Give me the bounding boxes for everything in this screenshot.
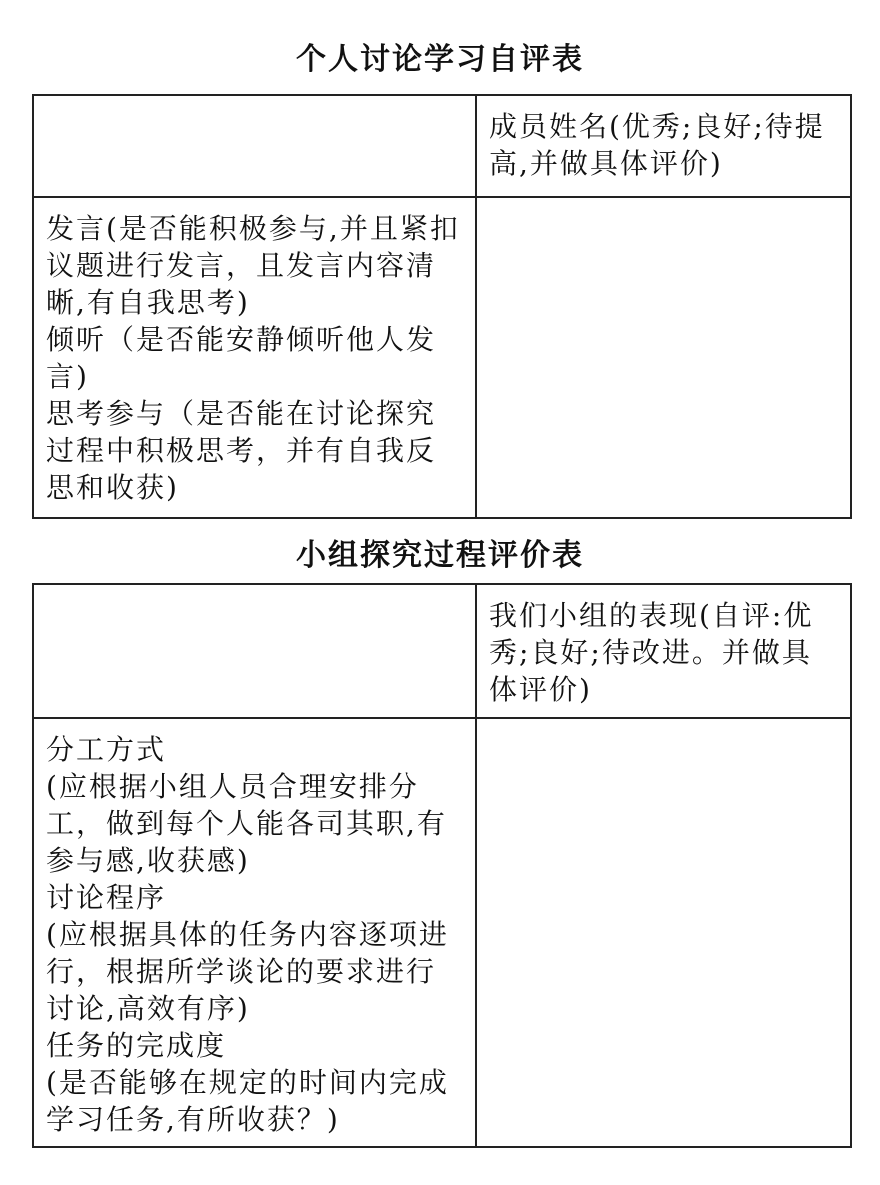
table-2-body-row bbox=[33, 718, 851, 1147]
table-2-criteria-cell bbox=[33, 718, 476, 1147]
criterion-discussion-procedure-desc: (应根据具体的任务内容逐项进行，根据所学谈论的要求进行讨论,高效有序) bbox=[46, 918, 449, 1025]
criterion-speaking: 发言(是否能积极参与,并且紧扣议题进行发言，且发言内容清晰,有自我思考) bbox=[46, 212, 460, 319]
criterion-task-completion-name: 任务的完成度 bbox=[46, 1029, 227, 1062]
table-2-evaluation-cell[interactable] bbox=[476, 718, 851, 1147]
group-evaluation-table bbox=[32, 583, 852, 1148]
table-2-header-right-cell: 我们小组的表现(自评:优秀;良好;待改进。并做具体评价) bbox=[476, 584, 851, 718]
criterion-thinking: 思考参与（是否能在讨论探究过程中积极思考，并有自我反思和收获) bbox=[46, 397, 437, 504]
table-1-header-row bbox=[33, 95, 851, 197]
criterion-task-completion-desc: (是否能够在规定的时间内完成学习任务,有所收获？) bbox=[46, 1066, 449, 1136]
criterion-discussion-procedure-name: 讨论程序 bbox=[46, 881, 167, 914]
table-1-body-row bbox=[33, 197, 851, 518]
table-1-header-left-cell bbox=[33, 95, 476, 197]
criterion-division-of-labor-desc: (应根据小组人员合理安排分工，做到每个人能各司其职,有参与感,收获感) bbox=[46, 770, 447, 877]
criterion-division-of-labor-name: 分工方式 bbox=[46, 733, 167, 766]
table-1-header-right-cell: 成员姓名(优秀;良好;待提高,并做具体评价) bbox=[476, 95, 851, 197]
table-1-criteria-cell bbox=[33, 197, 476, 518]
criterion-listening: 倾听（是否能安静倾听他人发言) bbox=[46, 323, 437, 393]
table-2-header-row bbox=[33, 584, 851, 718]
table-2-header-left-cell bbox=[33, 584, 476, 718]
table-2-title: 小组探究过程评价表 bbox=[296, 538, 584, 573]
self-evaluation-table bbox=[32, 94, 852, 519]
table-1-evaluation-cell[interactable] bbox=[476, 197, 851, 518]
table-1-title: 个人讨论学习自评表 bbox=[296, 42, 584, 77]
